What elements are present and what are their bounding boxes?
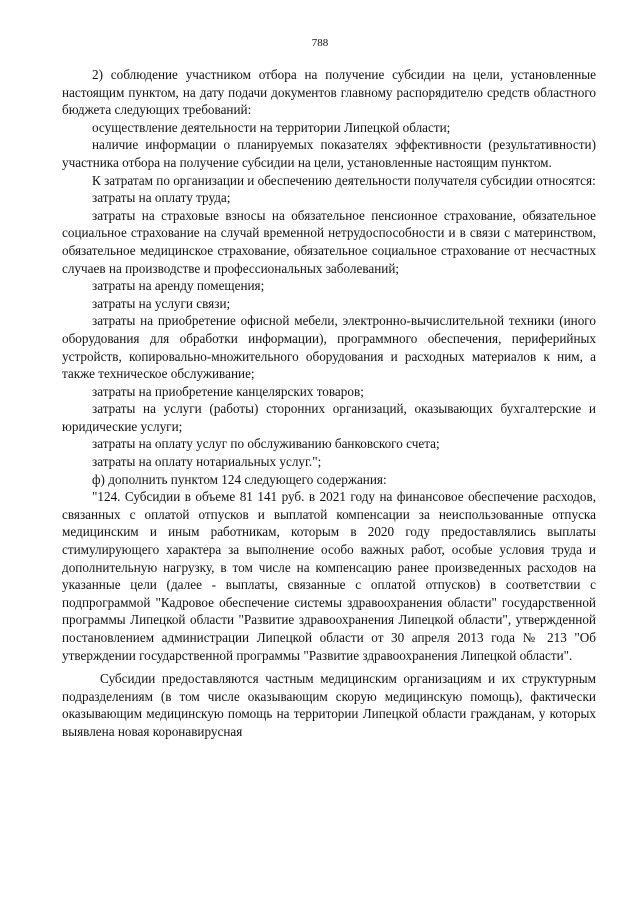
document-body [62,66,596,741]
paragraph-requirements-intro: 2) соблюдение участником отбора на получение субсидии на цели, установленные настоящим пунктом, на дату подачи документов главному распорядителю средств областного бюджета следующих требований: [62,67,596,118]
paragraph-bank-costs: затраты на оплату услуг по обслуживанию банковского счета; [92,436,440,452]
paragraph-equipment-costs: затраты на приобретение офисной мебели, электронно-вычислительной техники (иного оборудования для обработки информации), программного обеспечения, периферийных устройств, копировально-множительного оборудования и расходных материалов к ним, а также техническое обслуживание; [62,313,596,382]
paragraph-services-costs: затраты на услуги (работы) сторонних организаций, оказывающих бухгалтерские и юридические услуги; [62,401,596,434]
page-number: 788 [311,37,329,49]
paragraph-stationery-costs: затраты на приобретение канцелярских товаров; [92,383,364,399]
paragraph-amendment-f: ф) дополнить пунктом 124 следующего содержания: [92,471,387,487]
paragraph-communication-costs: затраты на услуги связи; [92,295,231,311]
paragraph-insurance-costs: затраты на страховые взносы на обязательное пенсионное страхование, обязательное социальное страхование на случай временной нетрудоспособности и в связи с материнством, обязательное медицинское страхование, обязательное социальное страхование от несчастных случаев на производстве и профессиональных заболеваний; [62,207,596,276]
paragraph-notary-costs: затраты на оплату нотариальных услуг."; [92,454,322,470]
paragraph-efficiency-info: наличие информации о планируемых показателях эффективности (результативности) участника отбора на получение субсидии на цели, установленные настоящим пунктом. [62,137,596,170]
paragraph-item-124: "124. Субсидии в объеме 81 141 руб. в 2021 году на финансовое обеспечение расходов, связанных с оплатой отпусков и выплатой компенсации за неиспользованные отпуска медицинским и иным работникам, которым в 2020 году предоставлялись выплаты стимулирующего характера за выполнение особо важных работ, особые условия труда и дополнительную нагрузку, в том числе на компенсацию ранее произведенных расходов на указанные цели (далее - выплаты, связанные с оплатой отпусков) в соответствии с подпрограммой "Кадровое обеспечение системы здравоохранения области" государственной программы Липецкой области "Развитие здравоохранения Липецкой области", утвержденной постановлением администрации Липецкой области от 30 апреля 2013 года № 213 "Об утверждении государственной программы "Развитие здравоохранения Липецкой области". [62,489,596,663]
paragraph-costs-intro: К затратам по организации и обеспечению деятельности получателя субсидии относятся: [92,172,596,188]
paragraph-territory: осуществление деятельности на территории Липецкой области; [92,119,451,135]
paragraph-rent-costs: затраты на аренду помещения; [92,278,265,294]
paragraph-subsidy-recipients: Субсидии предоставляются частным медицинским организациям и их структурным подразделениям (в том числе оказывающим скорую медицинскую помощь), фактически оказывающим медицинскую помощь на территории Липецкой области гражданам, у которых выявлена новая коронавирусная [62,671,596,739]
paragraph-labor-costs: затраты на оплату труда; [92,190,231,206]
